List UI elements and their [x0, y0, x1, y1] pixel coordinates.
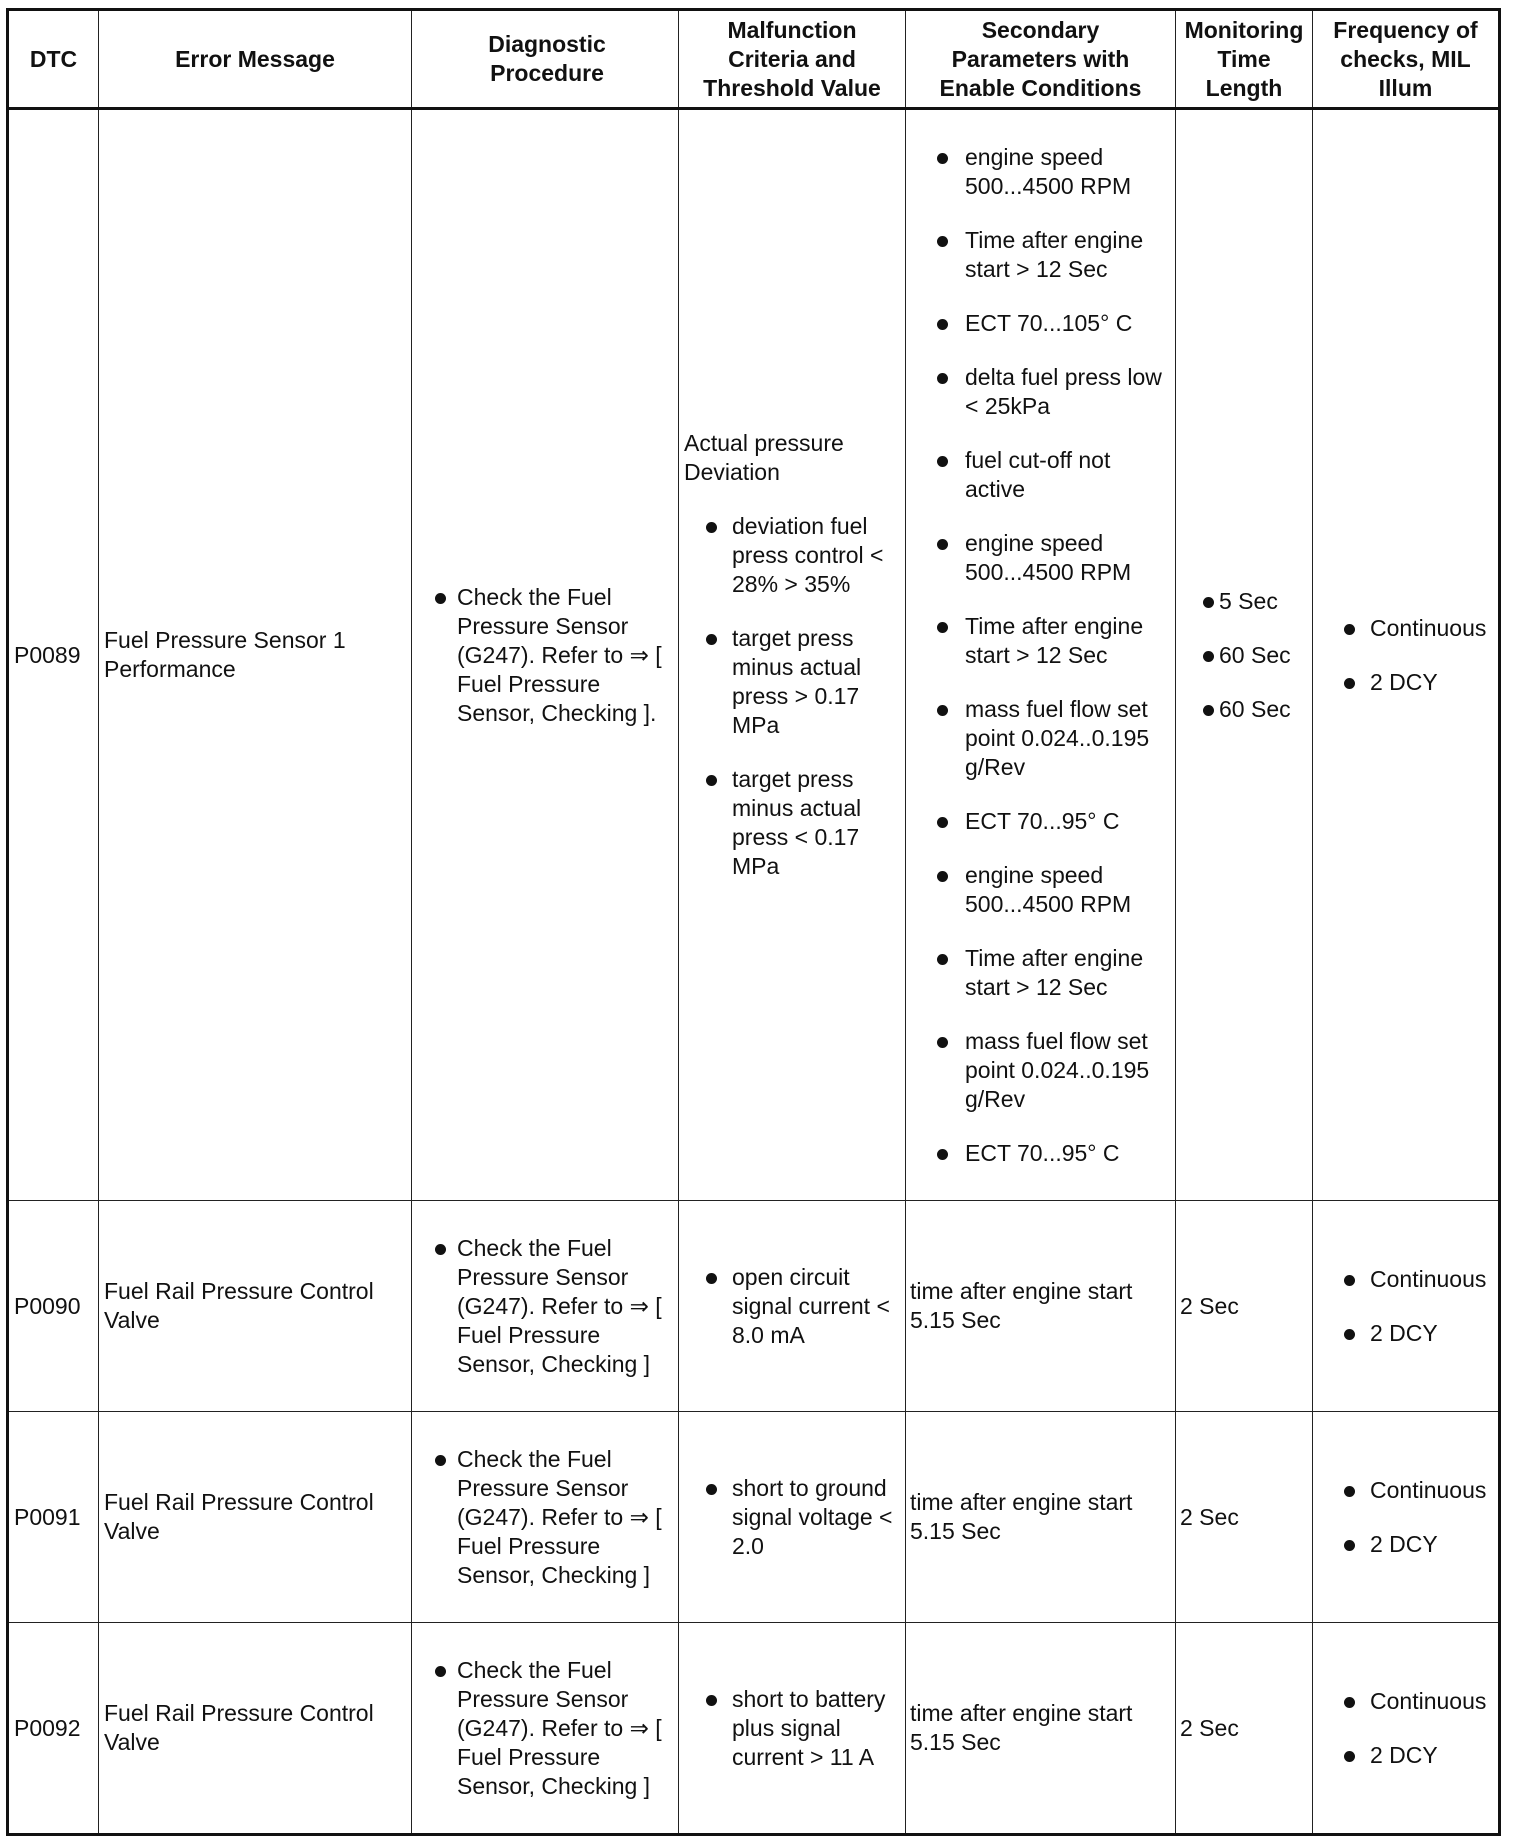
- secondary-item: engine speed 500...4500 RPM: [911, 143, 1170, 201]
- criteria-item: target press minus actual press < 0.17 MPa: [684, 765, 900, 881]
- secondary-item: mass fuel flow set point 0.024..0.195 g/Rev: [911, 695, 1170, 782]
- frequency-mil: [1313, 1623, 1500, 1835]
- secondary-parameters: time after engine start 5.15 Sec: [906, 1412, 1176, 1623]
- frequency-list: [1318, 1265, 1493, 1348]
- header-row: [8, 10, 1500, 109]
- secondary-parameters: [906, 109, 1176, 1201]
- error-message: Fuel Rail Pressure Control Valve: [99, 1623, 412, 1835]
- error-message: Fuel Rail Pressure Control Valve: [99, 1201, 412, 1412]
- criteria-item: target press minus actual press > 0.17 MPa: [684, 624, 900, 740]
- dtc-code: P0089: [8, 109, 99, 1201]
- monitoring-item: 5 Sec: [1181, 587, 1307, 616]
- secondary-parameters: time after engine start 5.15 Sec: [906, 1623, 1176, 1835]
- table-row: [8, 1623, 1500, 1835]
- frequency-item: Continuous: [1318, 1687, 1493, 1716]
- header-frequency: Frequency of checks, MIL Illum: [1313, 10, 1500, 109]
- header-monitoring-time: Monitoring Time Length: [1176, 10, 1313, 109]
- monitoring-time: 2 Sec: [1176, 1412, 1313, 1623]
- criteria-list: [684, 1474, 900, 1561]
- secondary-item: engine speed 500...4500 RPM: [911, 861, 1170, 919]
- secondary-parameters: time after engine start 5.15 Sec: [906, 1201, 1176, 1412]
- secondary-item: fuel cut-off not active: [911, 446, 1170, 504]
- frequency-mil: [1313, 1201, 1500, 1412]
- procedure-list: [417, 1656, 673, 1801]
- monitoring-time: 2 Sec: [1176, 1201, 1313, 1412]
- criteria-list: [684, 1263, 900, 1350]
- dtc-code: P0090: [8, 1201, 99, 1412]
- secondary-item: engine speed 500...4500 RPM: [911, 529, 1170, 587]
- dtc-table: [6, 8, 1501, 1836]
- diagnostic-procedure: [412, 1201, 679, 1412]
- header-malfunction-criteria: Malfunction Criteria and Threshold Value: [679, 10, 906, 109]
- frequency-item: Continuous: [1318, 1476, 1493, 1505]
- malfunction-criteria: [679, 1201, 906, 1412]
- monitoring-time: [1176, 109, 1313, 1201]
- diagnostic-procedure: [412, 1412, 679, 1623]
- secondary-item: ECT 70...95° C: [911, 1139, 1170, 1168]
- diagnostic-procedure: [412, 1623, 679, 1835]
- criteria-item: deviation fuel press control < 28% > 35%: [684, 512, 900, 599]
- criteria-list: [684, 512, 900, 881]
- frequency-item: Continuous: [1318, 614, 1493, 643]
- secondary-item: mass fuel flow set point 0.024..0.195 g/Rev: [911, 1027, 1170, 1114]
- criteria-intro: Actual pressure Deviation: [684, 430, 844, 485]
- secondary-item: Time after engine start > 12 Sec: [911, 944, 1170, 1002]
- diagnostic-procedure: [412, 109, 679, 1201]
- table-row: [8, 109, 1500, 1201]
- criteria-list: [684, 1685, 900, 1772]
- procedure-item: Check the Fuel Pressure Sensor (G247). Refer to ⇒ [ Fuel Pressure Sensor, Checking ]: [417, 1445, 673, 1590]
- header-dtc: DTC: [8, 10, 99, 109]
- malfunction-criteria: [679, 1412, 906, 1623]
- monitoring-item: 60 Sec: [1181, 695, 1307, 724]
- monitoring-time: 2 Sec: [1176, 1623, 1313, 1835]
- secondary-item: delta fuel press low < 25kPa: [911, 363, 1170, 421]
- frequency-mil: [1313, 109, 1500, 1201]
- procedure-item: Check the Fuel Pressure Sensor (G247). Refer to ⇒ [ Fuel Pressure Sensor, Checking ].: [417, 583, 673, 728]
- secondary-item: Time after engine start > 12 Sec: [911, 612, 1170, 670]
- header-diagnostic-procedure: Diagnostic Procedure: [412, 10, 679, 109]
- frequency-item: 2 DCY: [1318, 1530, 1493, 1559]
- frequency-item: 2 DCY: [1318, 1741, 1493, 1770]
- table-row: [8, 1201, 1500, 1412]
- secondary-item: ECT 70...95° C: [911, 807, 1170, 836]
- dtc-code: P0092: [8, 1623, 99, 1835]
- error-message: Fuel Rail Pressure Control Valve: [99, 1412, 412, 1623]
- procedure-item: Check the Fuel Pressure Sensor (G247). Refer to ⇒ [ Fuel Pressure Sensor, Checking ]: [417, 1234, 673, 1379]
- procedure-list: [417, 1234, 673, 1379]
- header-error-message: Error Message: [99, 10, 412, 109]
- monitoring-item: 60 Sec: [1181, 641, 1307, 670]
- procedure-list: [417, 1445, 673, 1590]
- table-row: [8, 1412, 1500, 1623]
- error-message: Fuel Pressure Sensor 1 Performance: [99, 109, 412, 1201]
- frequency-list: [1318, 614, 1493, 697]
- criteria-item: short to battery plus signal current > 11 A: [684, 1685, 900, 1772]
- frequency-mil: [1313, 1412, 1500, 1623]
- criteria-item: short to ground signal voltage < 2.0: [684, 1474, 900, 1561]
- procedure-list: [417, 583, 673, 728]
- secondary-item: Time after engine start > 12 Sec: [911, 226, 1170, 284]
- frequency-item: 2 DCY: [1318, 668, 1493, 697]
- dtc-code: P0091: [8, 1412, 99, 1623]
- procedure-item: Check the Fuel Pressure Sensor (G247). Refer to ⇒ [ Fuel Pressure Sensor, Checking ]: [417, 1656, 673, 1801]
- frequency-list: [1318, 1687, 1493, 1770]
- monitoring-list: [1181, 587, 1307, 724]
- frequency-item: 2 DCY: [1318, 1319, 1493, 1348]
- header-secondary-parameters: Secondary Parameters with Enable Conditions: [906, 10, 1176, 109]
- criteria-item: open circuit signal current < 8.0 mA: [684, 1263, 900, 1350]
- frequency-item: Continuous: [1318, 1265, 1493, 1294]
- secondary-list: [911, 143, 1170, 1168]
- malfunction-criteria: [679, 1623, 906, 1835]
- malfunction-criteria: [679, 109, 906, 1201]
- secondary-item: ECT 70...105° C: [911, 309, 1170, 338]
- frequency-list: [1318, 1476, 1493, 1559]
